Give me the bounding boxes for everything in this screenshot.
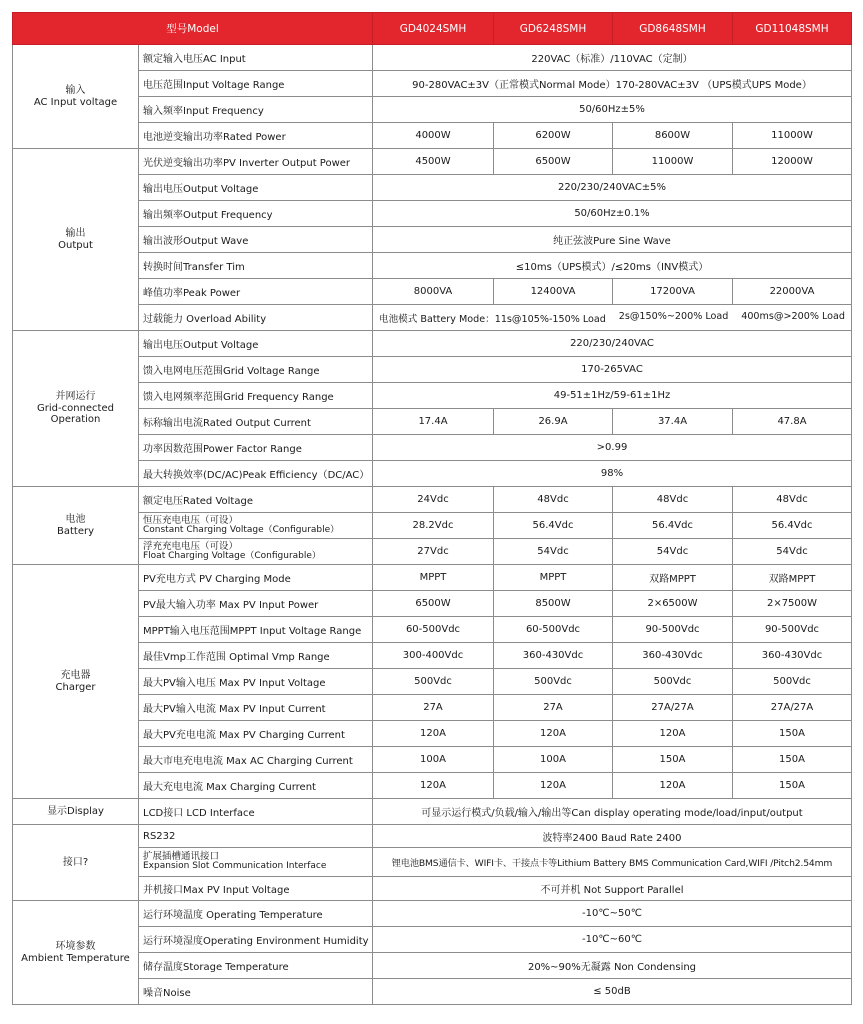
row-label: 最大充电电流 Max Charging Current <box>139 773 373 799</box>
row-label: 馈入电网频率范围Grid Frequency Range <box>139 383 373 409</box>
model-name: GD4024SMH <box>373 13 494 45</box>
category-cell <box>13 565 139 799</box>
row-label: 额定电压Rated Voltage <box>139 487 373 513</box>
category-cell <box>13 45 139 149</box>
value-span-cell: 90-280VAC±3V（正常模式Normal Mode）170-280VAC±3V （UPS模式UPS Mode） <box>373 71 852 97</box>
value-cell: 双路MPPT <box>733 565 852 591</box>
table-row <box>13 721 852 747</box>
value-cell: 37.4A <box>613 409 733 435</box>
table-row <box>13 848 852 877</box>
model-name: GD6248SMH <box>494 13 613 45</box>
category-line: 输出 <box>65 228 86 239</box>
table-row <box>13 877 852 901</box>
value-span-cell: 98% <box>373 461 852 487</box>
value-cell: 150A <box>733 721 852 747</box>
row-label-cn: 恒压充电电压（可设） <box>143 514 239 526</box>
value-span-cell: >0.99 <box>373 435 852 461</box>
value-cell: 56.4Vdc <box>733 513 852 539</box>
value-cell: 54Vdc <box>733 539 852 565</box>
row-label: 运行环境温度 Operating Temperature <box>139 901 373 927</box>
row-label: 最大转换效率(DC/AC)Peak Efficiency（DC/AC） <box>139 461 373 487</box>
row-label: 输出电压Output Voltage <box>139 175 373 201</box>
table-row <box>13 279 852 305</box>
value-cell: 28.2Vdc <box>373 513 494 539</box>
value-cell: 17200VA <box>613 279 733 305</box>
value-cell: 120A <box>494 721 613 747</box>
table-row <box>13 383 852 409</box>
value-span-cell: ≤ 50dB <box>373 979 852 1005</box>
row-label <box>139 513 373 539</box>
value-cell: 27Vdc <box>373 539 494 565</box>
category-cell <box>13 149 139 331</box>
table-row <box>13 695 852 721</box>
value-cell: 500Vdc <box>373 669 494 695</box>
value-cell: 150A <box>733 747 852 773</box>
model-name: GD11048SMH <box>733 13 852 45</box>
value-cell: 2×7500W <box>733 591 852 617</box>
table-row <box>13 901 852 927</box>
value-span-cell: 220/230/240VAC <box>373 331 852 357</box>
row-label: 输出频率Output Frequency <box>139 201 373 227</box>
category-line: Grid-connected <box>37 402 114 414</box>
value-cell: 150A <box>613 747 733 773</box>
table-row <box>13 591 852 617</box>
row-label: 电池逆变输出功率Rated Power <box>139 123 373 149</box>
value-cell: 120A <box>613 773 733 799</box>
value-span-cell: 可显示运行模式/负载/输入/输出等Can display operating mode/load/input/output <box>373 799 852 825</box>
value-span-cell: 220/230/240VAC±5% <box>373 175 852 201</box>
value-cell: 22000VA <box>733 279 852 305</box>
row-label: RS232 <box>139 825 373 848</box>
row-label: 馈入电网电压范围Grid Voltage Range <box>139 357 373 383</box>
value-cell: 11000W <box>613 149 733 175</box>
category-cell <box>13 487 139 565</box>
value-cell: 360-430Vdc <box>494 643 613 669</box>
value-span-cell: 170-265VAC <box>373 357 852 383</box>
row-label: 储存温度Storage Temperature <box>139 953 373 979</box>
table-row <box>13 539 852 565</box>
value-cell: 8600W <box>613 123 733 149</box>
value-cell: 100A <box>373 747 494 773</box>
category-line: Ambient Temperature <box>21 952 130 964</box>
value-cell: 120A <box>373 721 494 747</box>
table-row <box>13 357 852 383</box>
value-cell: 4500W <box>373 149 494 175</box>
value-span-cell <box>373 305 852 331</box>
table-row <box>13 175 852 201</box>
value-cell: 500Vdc <box>494 669 613 695</box>
row-label: 额定输入电压AC Input <box>139 45 373 71</box>
value-cell: 8000VA <box>373 279 494 305</box>
row-label: 并机接口Max PV Input Voltage <box>139 877 373 901</box>
value-cell: 90-500Vdc <box>613 617 733 643</box>
row-label: 标称输出电流Rated Output Current <box>139 409 373 435</box>
value-cell: 60-500Vdc <box>494 617 613 643</box>
overload-part: 400ms@>200% Load <box>741 310 845 322</box>
header-row <box>13 13 852 45</box>
table-row <box>13 747 852 773</box>
value-cell: 360-430Vdc <box>733 643 852 669</box>
value-cell: 120A <box>373 773 494 799</box>
value-cell: 360-430Vdc <box>613 643 733 669</box>
table-row <box>13 487 852 513</box>
value-cell: 54Vdc <box>494 539 613 565</box>
value-cell: 56.4Vdc <box>613 513 733 539</box>
value-cell: 6500W <box>373 591 494 617</box>
value-cell: 48Vdc <box>613 487 733 513</box>
value-span-cell: -10℃~50℃ <box>373 901 852 927</box>
value-cell: 60-500Vdc <box>373 617 494 643</box>
overload-parts <box>377 311 847 325</box>
category-cell <box>13 901 139 1005</box>
table-row <box>13 979 852 1005</box>
value-cell: 2×6500W <box>613 591 733 617</box>
table-row <box>13 331 852 357</box>
value-cell: 300-400Vdc <box>373 643 494 669</box>
row-label: PV充电方式 PV Charging Mode <box>139 565 373 591</box>
value-cell: 8500W <box>494 591 613 617</box>
category-line: 环境参数 <box>55 941 96 952</box>
category-cell <box>13 799 139 825</box>
table-row <box>13 97 852 123</box>
model-name: GD8648SMH <box>613 13 733 45</box>
row-label <box>139 848 373 877</box>
row-label: 光伏逆变输出功率PV Inverter Output Power <box>139 149 373 175</box>
row-label: 输出电压Output Voltage <box>139 331 373 357</box>
row-label: 运行环境湿度Operating Environment Humidity <box>139 927 373 953</box>
model-label: 型号Model <box>13 13 373 45</box>
row-label: 最大PV输入电压 Max PV Input Voltage <box>139 669 373 695</box>
value-cell: 17.4A <box>373 409 494 435</box>
table-row <box>13 953 852 979</box>
category-line: 充电器 <box>60 670 91 681</box>
category-line: 输入 <box>65 85 86 96</box>
category-line: 电池 <box>65 514 86 525</box>
table-row <box>13 643 852 669</box>
value-cell: 26.9A <box>494 409 613 435</box>
table-row <box>13 123 852 149</box>
table-row <box>13 71 852 97</box>
value-cell: 27A <box>494 695 613 721</box>
table-row <box>13 409 852 435</box>
value-cell: 150A <box>733 773 852 799</box>
row-label <box>139 539 373 565</box>
table-row <box>13 435 852 461</box>
value-span-cell: 220VAC（标准）/110VAC（定制） <box>373 45 852 71</box>
value-cell: MPPT <box>494 565 613 591</box>
category-cell <box>13 825 139 901</box>
row-label-en: Expansion Slot Communication Interface <box>143 861 327 872</box>
value-cell: 56.4Vdc <box>494 513 613 539</box>
value-cell: 27A/27A <box>613 695 733 721</box>
value-span-cell: ≤10ms（UPS模式）/≤20ms（INV模式） <box>373 253 852 279</box>
table-row <box>13 799 852 825</box>
value-span-cell: 锂电池BMS通信卡、WIFI卡、干接点卡等Lithium Battery BMS Communication Card,WIFI /Pitch2.54mm <box>373 848 852 877</box>
value-cell: 47.8A <box>733 409 852 435</box>
value-span-cell: 50/60Hz±0.1% <box>373 201 852 227</box>
value-cell: 24Vdc <box>373 487 494 513</box>
value-cell: 48Vdc <box>733 487 852 513</box>
row-label-cn: 扩展插槽通讯接口 <box>143 851 220 863</box>
category-line: Output <box>58 239 93 251</box>
category-line: Battery <box>56 525 94 537</box>
value-cell: 500Vdc <box>613 669 733 695</box>
value-cell: 6200W <box>494 123 613 149</box>
row-label: 功率因数范围Power Factor Range <box>139 435 373 461</box>
row-label: 最大市电充电电流 Max AC Charging Current <box>139 747 373 773</box>
overload-part: 2s@150%~200% Load <box>618 310 729 322</box>
overload-part: 电池模式 Battery Mode：11s@105%-150% Load <box>379 313 606 325</box>
value-cell: 100A <box>494 747 613 773</box>
category-line: Operation <box>50 414 101 426</box>
row-label: MPPT输入电压范围MPPT Input Voltage Range <box>139 617 373 643</box>
row-label: 峰值功率Peak Power <box>139 279 373 305</box>
table-row <box>13 305 852 331</box>
table-row <box>13 149 852 175</box>
value-cell: MPPT <box>373 565 494 591</box>
category-line: 显示Display <box>47 805 104 817</box>
value-span-cell: 不可并机 Not Support Parallel <box>373 877 852 901</box>
table-row <box>13 669 852 695</box>
row-label-en: Constant Charging Voltage（Configurable） <box>143 524 340 535</box>
row-label: 转换时间Transfer Tim <box>139 253 373 279</box>
category-line: 并网运行 <box>55 391 96 403</box>
table-row <box>13 513 852 539</box>
value-cell: 11000W <box>733 123 852 149</box>
row-label-cn: 浮充充电电压（可设） <box>143 540 239 552</box>
value-cell: 27A/27A <box>733 695 852 721</box>
row-label: 电压范围Input Voltage Range <box>139 71 373 97</box>
table-row <box>13 461 852 487</box>
table-row <box>13 825 852 848</box>
value-span-cell: 波特率2400 Baud Rate 2400 <box>373 825 852 848</box>
table-row <box>13 617 852 643</box>
row-label-en: Float Charging Voltage（Configurable） <box>143 550 321 561</box>
category-line: AC Input voltage <box>33 96 118 108</box>
value-cell: 48Vdc <box>494 487 613 513</box>
value-cell: 12400VA <box>494 279 613 305</box>
value-cell: 500Vdc <box>733 669 852 695</box>
value-span-cell: 49-51±1Hz/59-61±1Hz <box>373 383 852 409</box>
row-label: 最大PV输入电流 Max PV Input Current <box>139 695 373 721</box>
category-line: Charger <box>55 681 96 693</box>
value-cell: 120A <box>494 773 613 799</box>
row-label: PV最大输入功率 Max PV Input Power <box>139 591 373 617</box>
row-label: LCD接口 LCD Interface <box>139 799 373 825</box>
value-span-cell: 纯正弦波Pure Sine Wave <box>373 227 852 253</box>
row-label: 最佳Vmp工作范围 Optimal Vmp Range <box>139 643 373 669</box>
spec-table <box>12 12 852 1005</box>
table-row <box>13 227 852 253</box>
table-row <box>13 45 852 71</box>
value-cell: 54Vdc <box>613 539 733 565</box>
value-cell: 4000W <box>373 123 494 149</box>
row-label: 最大PV充电电流 Max PV Charging Current <box>139 721 373 747</box>
value-cell: 120A <box>613 721 733 747</box>
value-cell: 27A <box>373 695 494 721</box>
table-row <box>13 201 852 227</box>
category-cell <box>13 331 139 487</box>
value-span-cell: 20%~90%无凝露 Non Condensing <box>373 953 852 979</box>
value-cell: 90-500Vdc <box>733 617 852 643</box>
row-label: 过载能力 Overload Ability <box>139 305 373 331</box>
row-label: 输入频率Input Frequency <box>139 97 373 123</box>
category-line: 接口? <box>62 856 89 868</box>
value-cell: 6500W <box>494 149 613 175</box>
table-row <box>13 253 852 279</box>
table-row <box>13 773 852 799</box>
row-label: 输出波形Output Wave <box>139 227 373 253</box>
value-span-cell: 50/60Hz±5% <box>373 97 852 123</box>
table-row <box>13 565 852 591</box>
table-row <box>13 927 852 953</box>
value-span-cell: -10℃~60℃ <box>373 927 852 953</box>
spec-body <box>13 45 852 1005</box>
row-label: 噪音Noise <box>139 979 373 1005</box>
value-cell: 双路MPPT <box>613 565 733 591</box>
value-cell: 12000W <box>733 149 852 175</box>
